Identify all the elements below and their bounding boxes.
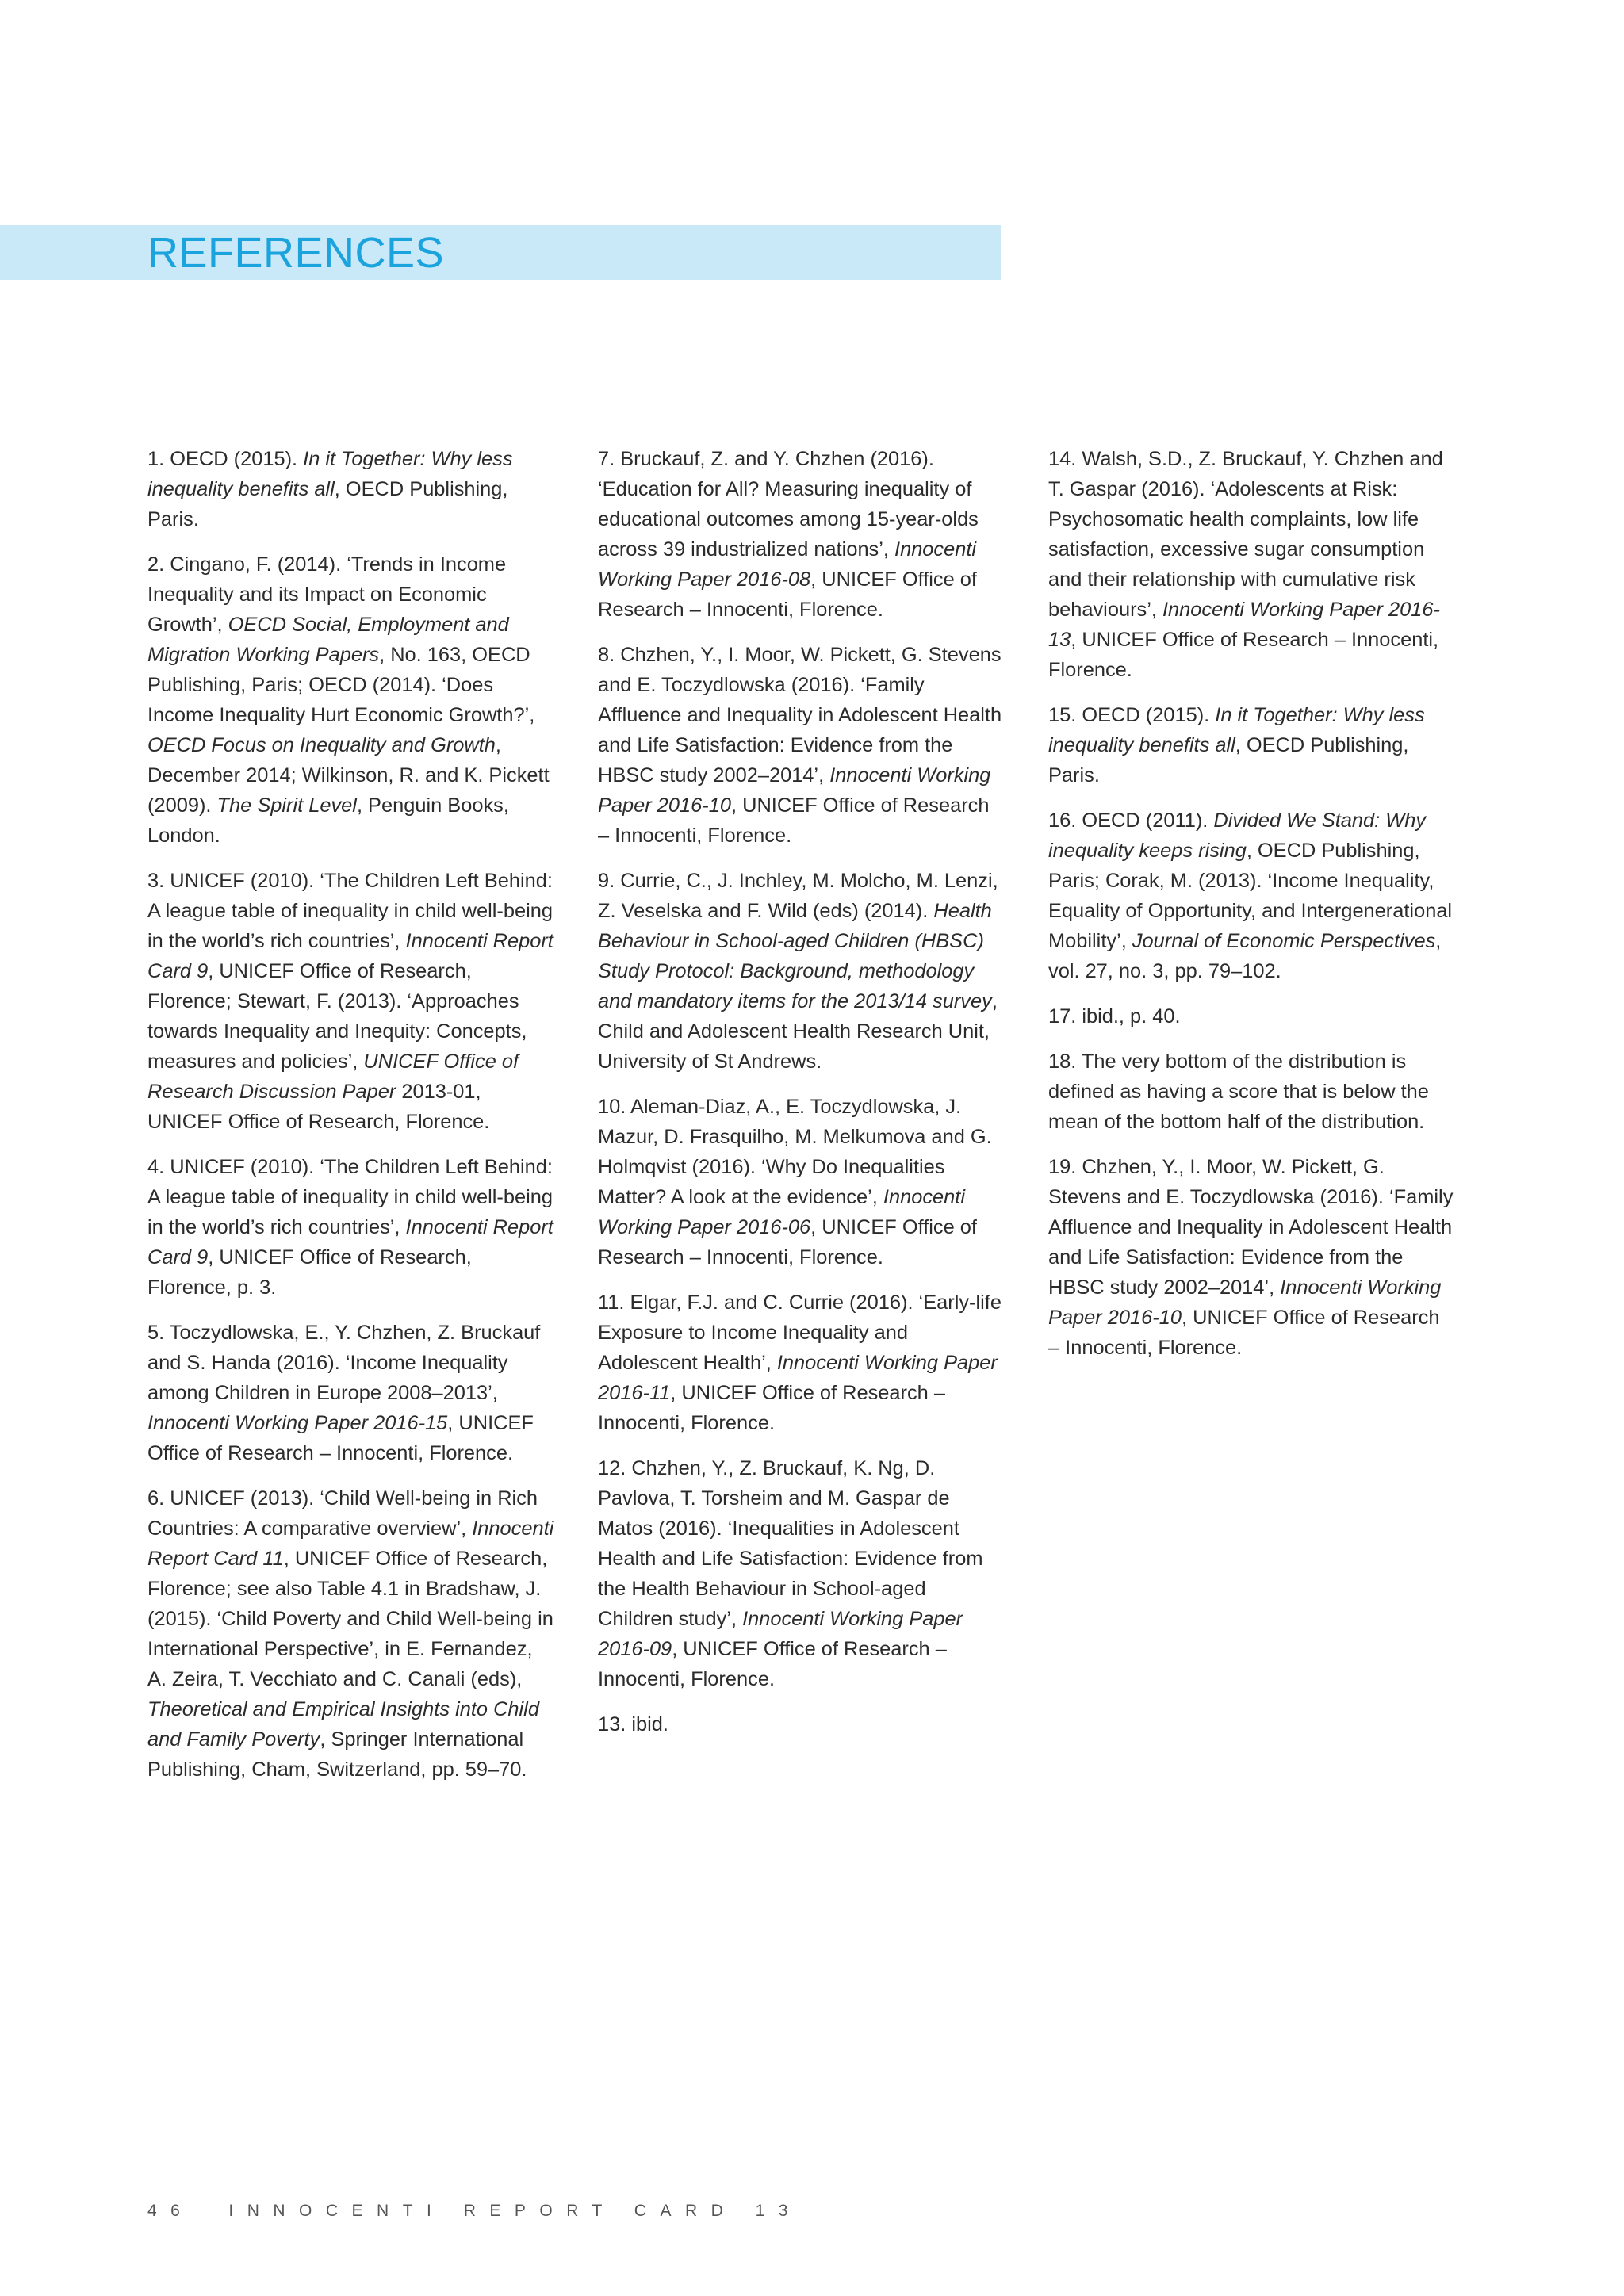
reference-title: Innocenti Working Paper 2016-10 xyxy=(1048,1276,1442,1329)
reference-title: Innocenti Working Paper 2016-13 xyxy=(1048,599,1440,651)
reference-title: Health Behaviour in School-aged Children (HBSC) Study Protocol: Background, methodology and mandatory items for the 2013/14 survey xyxy=(598,900,992,1012)
reference-title: Theoretical and Empirical Insights into Child and Family Poverty xyxy=(147,1698,539,1751)
reference-text: , UNICEF Office of Research – Innocenti, Florence. xyxy=(598,794,990,847)
reference-item xyxy=(1048,806,1456,986)
reference-item xyxy=(1048,1047,1456,1137)
reference-item xyxy=(598,1453,1005,1694)
reference-text: 2. Cingano, F. (2014). ‘Trends in Income Inequality and its Impact on Economic Growth’, xyxy=(147,553,507,636)
reference-text: 15. OECD (2015). xyxy=(1048,704,1216,726)
reference-title: Divided We Stand: Why inequality keeps rising xyxy=(1048,809,1427,862)
reference-item xyxy=(598,1288,1005,1438)
reference-text: 5. Toczydlowska, E., Y. Chzhen, Z. Bruckauf and S. Handa (2016). ‘Income Inequality among Children in Europe 2008–2013’, xyxy=(147,1322,541,1404)
reference-text: , UNICEF Office of Research – Innocenti, Florence. xyxy=(598,568,977,621)
reference-text: 4. UNICEF (2010). ‘The Children Left Behind: A league table of inequality in child well-being in the world’s rich countries’, xyxy=(147,1156,553,1238)
reference-text: , OECD Publishing, Paris; Corak, M. (2013). ‘Income Inequality, Equality of Opportunity, and Intergenerational Mobility’, xyxy=(1048,840,1453,952)
reference-title: In it Together: Why less inequality benefits all xyxy=(147,448,513,500)
reference-title: Innocenti Working Paper 2016-10 xyxy=(598,764,991,817)
reference-title: The Spirit Level xyxy=(216,794,357,817)
reference-item xyxy=(1048,700,1456,790)
reference-title: Innocenti Working Paper 2016-11 xyxy=(598,1352,998,1404)
reference-item xyxy=(598,866,1005,1077)
reference-text: , UNICEF Office of Research – Innocenti, Florence. xyxy=(598,1638,947,1690)
reference-item xyxy=(147,1318,555,1468)
reference-item xyxy=(147,549,555,851)
reference-text: 3. UNICEF (2010). ‘The Children Left Behind: A league table of inequality in child well-being in the world’s rich countries’, xyxy=(147,870,553,952)
reference-title: Innocenti Report Card 9 xyxy=(147,930,553,982)
reference-text: 11. Elgar, F.J. and C. Currie (2016). ‘Early-life Exposure to Income Inequality and Adolescent Health’, xyxy=(598,1292,1002,1374)
reference-text: 1. OECD (2015). xyxy=(147,448,304,470)
reference-text: 10. Aleman-Diaz, A., E. Toczydlowska, J. Mazur, D. Frasquilho, M. Melkumova and G. Holmqvist (2016). ‘Why Do Inequalities Matter? A look at the evidence’, xyxy=(598,1096,992,1208)
page-title: REFERENCES xyxy=(147,229,445,277)
reference-title: Journal of Economic Perspectives xyxy=(1132,930,1436,952)
reference-text: , OECD Publishing, Paris. xyxy=(1048,734,1409,786)
reference-title: Innocenti Working Paper 2016-15 xyxy=(147,1412,448,1434)
reference-text: , Child and Adolescent Health Research Unit, University of St Andrews. xyxy=(598,990,998,1073)
references-column-1 xyxy=(147,444,555,1800)
references-column-2 xyxy=(598,444,1005,1755)
reference-text: , Springer International Publishing, Cham, Switzerland, pp. 59–70. xyxy=(147,1728,527,1781)
reference-text: 14. Walsh, S.D., Z. Bruckauf, Y. Chzhen and T. Gaspar (2016). ‘Adolescents at Risk: Psychosomatic health complaints, low life satisfaction, excessive sugar consumption and their relationship with cumulative risk behaviours’, xyxy=(1048,448,1443,621)
reference-text: 17. ibid., p. 40. xyxy=(1048,1005,1181,1027)
reference-text: , December 2014; Wilkinson, R. and K. Pickett (2009). xyxy=(147,734,550,817)
page-number: 46 xyxy=(147,2202,194,2220)
reference-text: 16. OECD (2011). xyxy=(1048,809,1214,832)
reference-text: , Penguin Books, London. xyxy=(147,794,509,847)
reference-text: , UNICEF Office of Research – Innocenti, Florence. xyxy=(598,1382,945,1434)
reference-text: , No. 163, OECD Publishing, Paris; OECD (2014). ‘Does Income Inequality Hurt Economic Growth?’, xyxy=(147,644,535,726)
reference-item xyxy=(147,444,555,534)
reference-item xyxy=(147,866,555,1137)
reference-text: , UNICEF Office of Research – Innocenti, Florence. xyxy=(598,1216,977,1269)
reference-title: Innocenti Report Card 9 xyxy=(147,1216,553,1269)
reference-text: 8. Chzhen, Y., I. Moor, W. Pickett, G. Stevens and E. Toczydlowska (2016). ‘Family Affluence and Inequality in Adolescent Health and Life Satisfaction: Evidence from the HBSC study 2002–2014’, xyxy=(598,644,1002,786)
reference-title: Innocenti Working Paper 2016-08 xyxy=(598,538,977,591)
reference-item xyxy=(598,640,1005,851)
reference-text: , vol. 27, no. 3, pp. 79–102. xyxy=(1048,930,1442,982)
reference-text: 2013-01, UNICEF Office of Research, Florence. xyxy=(147,1081,490,1133)
reference-text: 12. Chzhen, Y., Z. Bruckauf, K. Ng, D. Pavlova, T. Torsheim and M. Gaspar de Matos (2016). ‘Inequalities in Adolescent Health and Life Satisfaction: Evidence from the Health Behaviour in School-aged Children study’, xyxy=(598,1457,983,1630)
reference-text: , UNICEF Office of Research – Innocenti, Florence. xyxy=(1048,629,1439,681)
reference-text: 19. Chzhen, Y., I. Moor, W. Pickett, G. Stevens and E. Toczydlowska (2016). ‘Family Affluence and Inequality in Adolescent Health and Life Satisfaction: Evidence from the HBSC study 2002–2014’, xyxy=(1048,1156,1454,1299)
reference-item xyxy=(147,1152,555,1303)
reference-title: In it Together: Why less inequality benefits all xyxy=(1048,704,1425,756)
reference-item xyxy=(598,1709,1005,1739)
reference-item xyxy=(147,1483,555,1785)
reference-text: , UNICEF Office of Research, Florence; Stewart, F. (2013). ‘Approaches towards Inequality and Inequity: Concepts, measures and policies’, xyxy=(147,960,527,1073)
reference-text: , UNICEF Office of Research, Florence; see also Table 4.1 in Bradshaw, J. (2015). ‘Child Poverty and Child Well-being in International Perspective’, in E. Fernandez, A. Zeira, T. Vecchiato and C. Canali (eds), xyxy=(147,1548,553,1690)
reference-item xyxy=(1048,444,1456,685)
reference-text: 6. UNICEF (2013). ‘Child Well-being in Rich Countries: A comparative overview’, xyxy=(147,1487,538,1540)
reference-item xyxy=(598,444,1005,625)
reference-text: , UNICEF Office of Research – Innocenti, Florence. xyxy=(1048,1307,1440,1359)
reference-title: Innocenti Working Paper 2016-06 xyxy=(598,1186,965,1238)
reference-title: OECD Focus on Inequality and Growth xyxy=(147,734,496,756)
reference-text: , UNICEF Office of Research, Florence, p. 3. xyxy=(147,1246,472,1299)
reference-title: Innocenti Report Card 11 xyxy=(147,1517,554,1570)
reference-text: , OECD Publishing, Paris. xyxy=(147,478,508,530)
reference-item xyxy=(1048,1152,1456,1363)
reference-title: UNICEF Office of Research Discussion Paper xyxy=(147,1050,519,1103)
reference-item xyxy=(598,1092,1005,1272)
publication-title: INNOCENTI REPORT CARD 13 xyxy=(228,2202,802,2220)
references-column-3 xyxy=(1048,444,1456,1378)
reference-item xyxy=(1048,1001,1456,1031)
reference-title: OECD Social, Employment and Migration Working Papers xyxy=(147,614,509,666)
page-footer xyxy=(147,2202,802,2221)
reference-text: 9. Currie, C., J. Inchley, M. Molcho, M. Lenzi, Z. Veselska and F. Wild (eds) (2014). xyxy=(598,870,998,922)
reference-text: , UNICEF Office of Research – Innocenti, Florence. xyxy=(147,1412,534,1464)
reference-text: 7. Bruckauf, Z. and Y. Chzhen (2016). ‘Education for All? Measuring inequality of educational outcomes among 15-year-olds across 39 industrialized nations’, xyxy=(598,448,979,561)
reference-text: 18. The very bottom of the distribution is defined as having a score that is below the mean of the bottom half of the distribution. xyxy=(1048,1050,1429,1133)
reference-text: 13. ibid. xyxy=(598,1713,668,1735)
reference-title: Innocenti Working Paper 2016-09 xyxy=(598,1608,963,1660)
